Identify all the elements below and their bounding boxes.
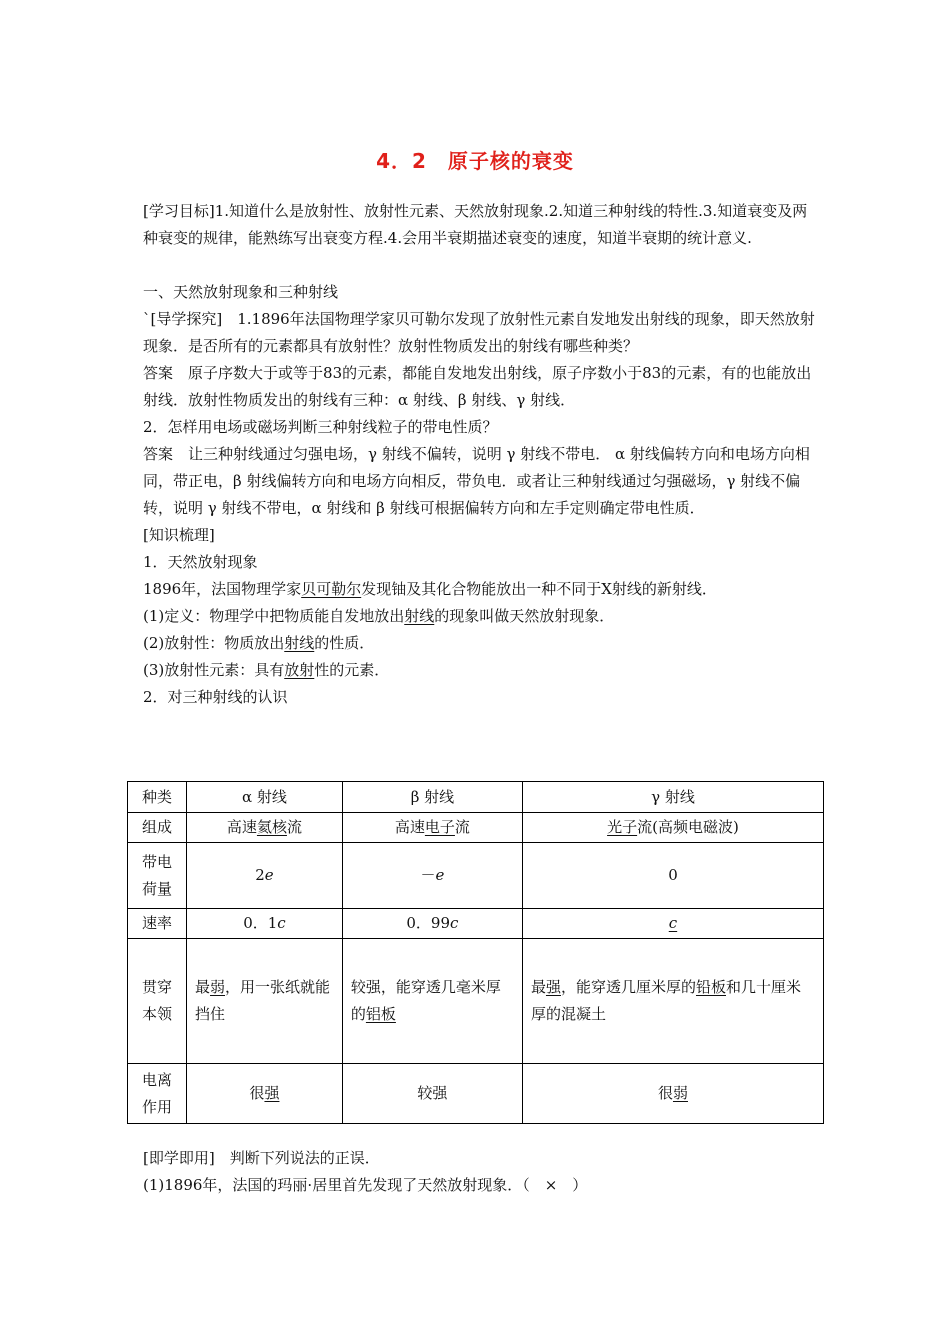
goals-label: [学习目标] <box>143 202 215 220</box>
table-header-cell: γ 射线 <box>522 782 823 813</box>
learning-goals <box>143 198 815 252</box>
row-label: 带电 荷量 <box>128 843 187 909</box>
practice-intro: [即学即用] 判断下列说法的正误． <box>143 1149 380 1167</box>
page-title: 4．2 原子核的衰变 <box>376 149 574 173</box>
knowledge-heading-1: 1．天然放射现象 <box>143 553 258 571</box>
rays-table <box>127 781 824 1124</box>
table-cell: c <box>522 909 823 939</box>
section-heading: 一、天然放射现象和三种射线 <box>143 283 339 301</box>
table-row <box>128 843 824 909</box>
table-cell: 0 <box>522 843 823 909</box>
table-cell: 光子流(高频电磁波) <box>522 813 823 843</box>
explore-question-2: 2．怎样用电场或磁场判断三种射线粒子的带电性质？ <box>143 418 498 436</box>
knowledge-label: [知识梳理] <box>143 526 215 544</box>
table-header-cell: α 射线 <box>187 782 343 813</box>
table-cell: 最强，能穿透几厘米厚的铅板和几十厘米厚的混凝土 <box>522 939 823 1064</box>
table-cell: －e <box>342 843 522 909</box>
table-cell: 高速电子流 <box>342 813 522 843</box>
table-header-cell: 种类 <box>128 782 187 813</box>
definition-line: (1)定义：物理学中把物质能自发地放出射线的现象叫做天然放射现象． <box>143 607 615 625</box>
table-cell: 很弱 <box>522 1064 823 1124</box>
judgement-mark: （ × ） <box>522 1176 588 1194</box>
table-cell: 0．1c <box>187 909 343 939</box>
table-cell: 很强 <box>187 1064 343 1124</box>
radioactive-element-line: (3)放射性元素：具有放射性的元素． <box>143 661 390 679</box>
table-row <box>128 939 824 1064</box>
main-content <box>143 198 815 711</box>
table-row <box>128 1064 824 1124</box>
row-label: 速率 <box>128 909 187 939</box>
table-cell: 较强 <box>342 1064 522 1124</box>
table-header-cell: β 射线 <box>342 782 522 813</box>
practice-item-1: (1)1896年，法国的玛丽·居里首先发现了天然放射现象．（ × ） <box>143 1176 588 1194</box>
answer-2: 答案 让三种射线通过匀强电场，γ 射线不偏转，说明 γ 射线不带电． α 射线偏转方向和电场方向相同，带正电，β 射线偏转方向和电场方向相反，带负电．或者让三种射线通过匀强磁场，γ 射线不偏转，说明 γ 射线不带电，α 射线和 β 射线可根据偏转方向和左手定则确定带电性质． <box>143 445 810 517</box>
table-row <box>128 782 824 813</box>
table-row <box>128 813 824 843</box>
radioactivity-line: (2)放射性：物质放出射线的性质． <box>143 634 375 652</box>
row-label: 贯穿 本领 <box>128 939 187 1064</box>
table-row <box>128 909 824 939</box>
explore-question-1: `[导学探究] 1.1896年法国物理学家贝可勒尔发现了放射性元素自发地发出射线的现象，即天然放射现象．是否所有的元素都具有放射性？放射性物质发出的射线有哪些种类？ <box>143 310 815 355</box>
table-cell: 高速氦核流 <box>187 813 343 843</box>
discovery-line: 1896年，法国物理学家贝可勒尔发现铀及其化合物能放出一种不同于X射线的新射线． <box>143 580 717 598</box>
table-cell: 2e <box>187 843 343 909</box>
knowledge-heading-2: 2．对三种射线的认识 <box>143 688 288 706</box>
goals-text: 1.知道什么是放射性、放射性元素、天然放射现象.2.知道三种射线的特性.3.知道衰变及两种衰变的规律，能熟练写出衰变方程.4.会用半衰期描述衰变的速度，知道半衰期的统计意义. <box>143 202 808 247</box>
table-cell: 最弱，用一张纸就能挡住 <box>187 939 343 1064</box>
table-cell: 较强，能穿透几毫米厚的铝板 <box>342 939 522 1064</box>
row-label: 组成 <box>128 813 187 843</box>
practice-section <box>143 1145 815 1199</box>
table-cell: 0．99c <box>342 909 522 939</box>
answer-1: 答案 原子序数大于或等于83的元素，都能自发地发出射线，原子序数小于83的元素，有的也能放出射线．放射性物质发出的射线有三种：α 射线、β 射线、γ 射线． <box>143 364 812 409</box>
row-label: 电离 作用 <box>128 1064 187 1124</box>
